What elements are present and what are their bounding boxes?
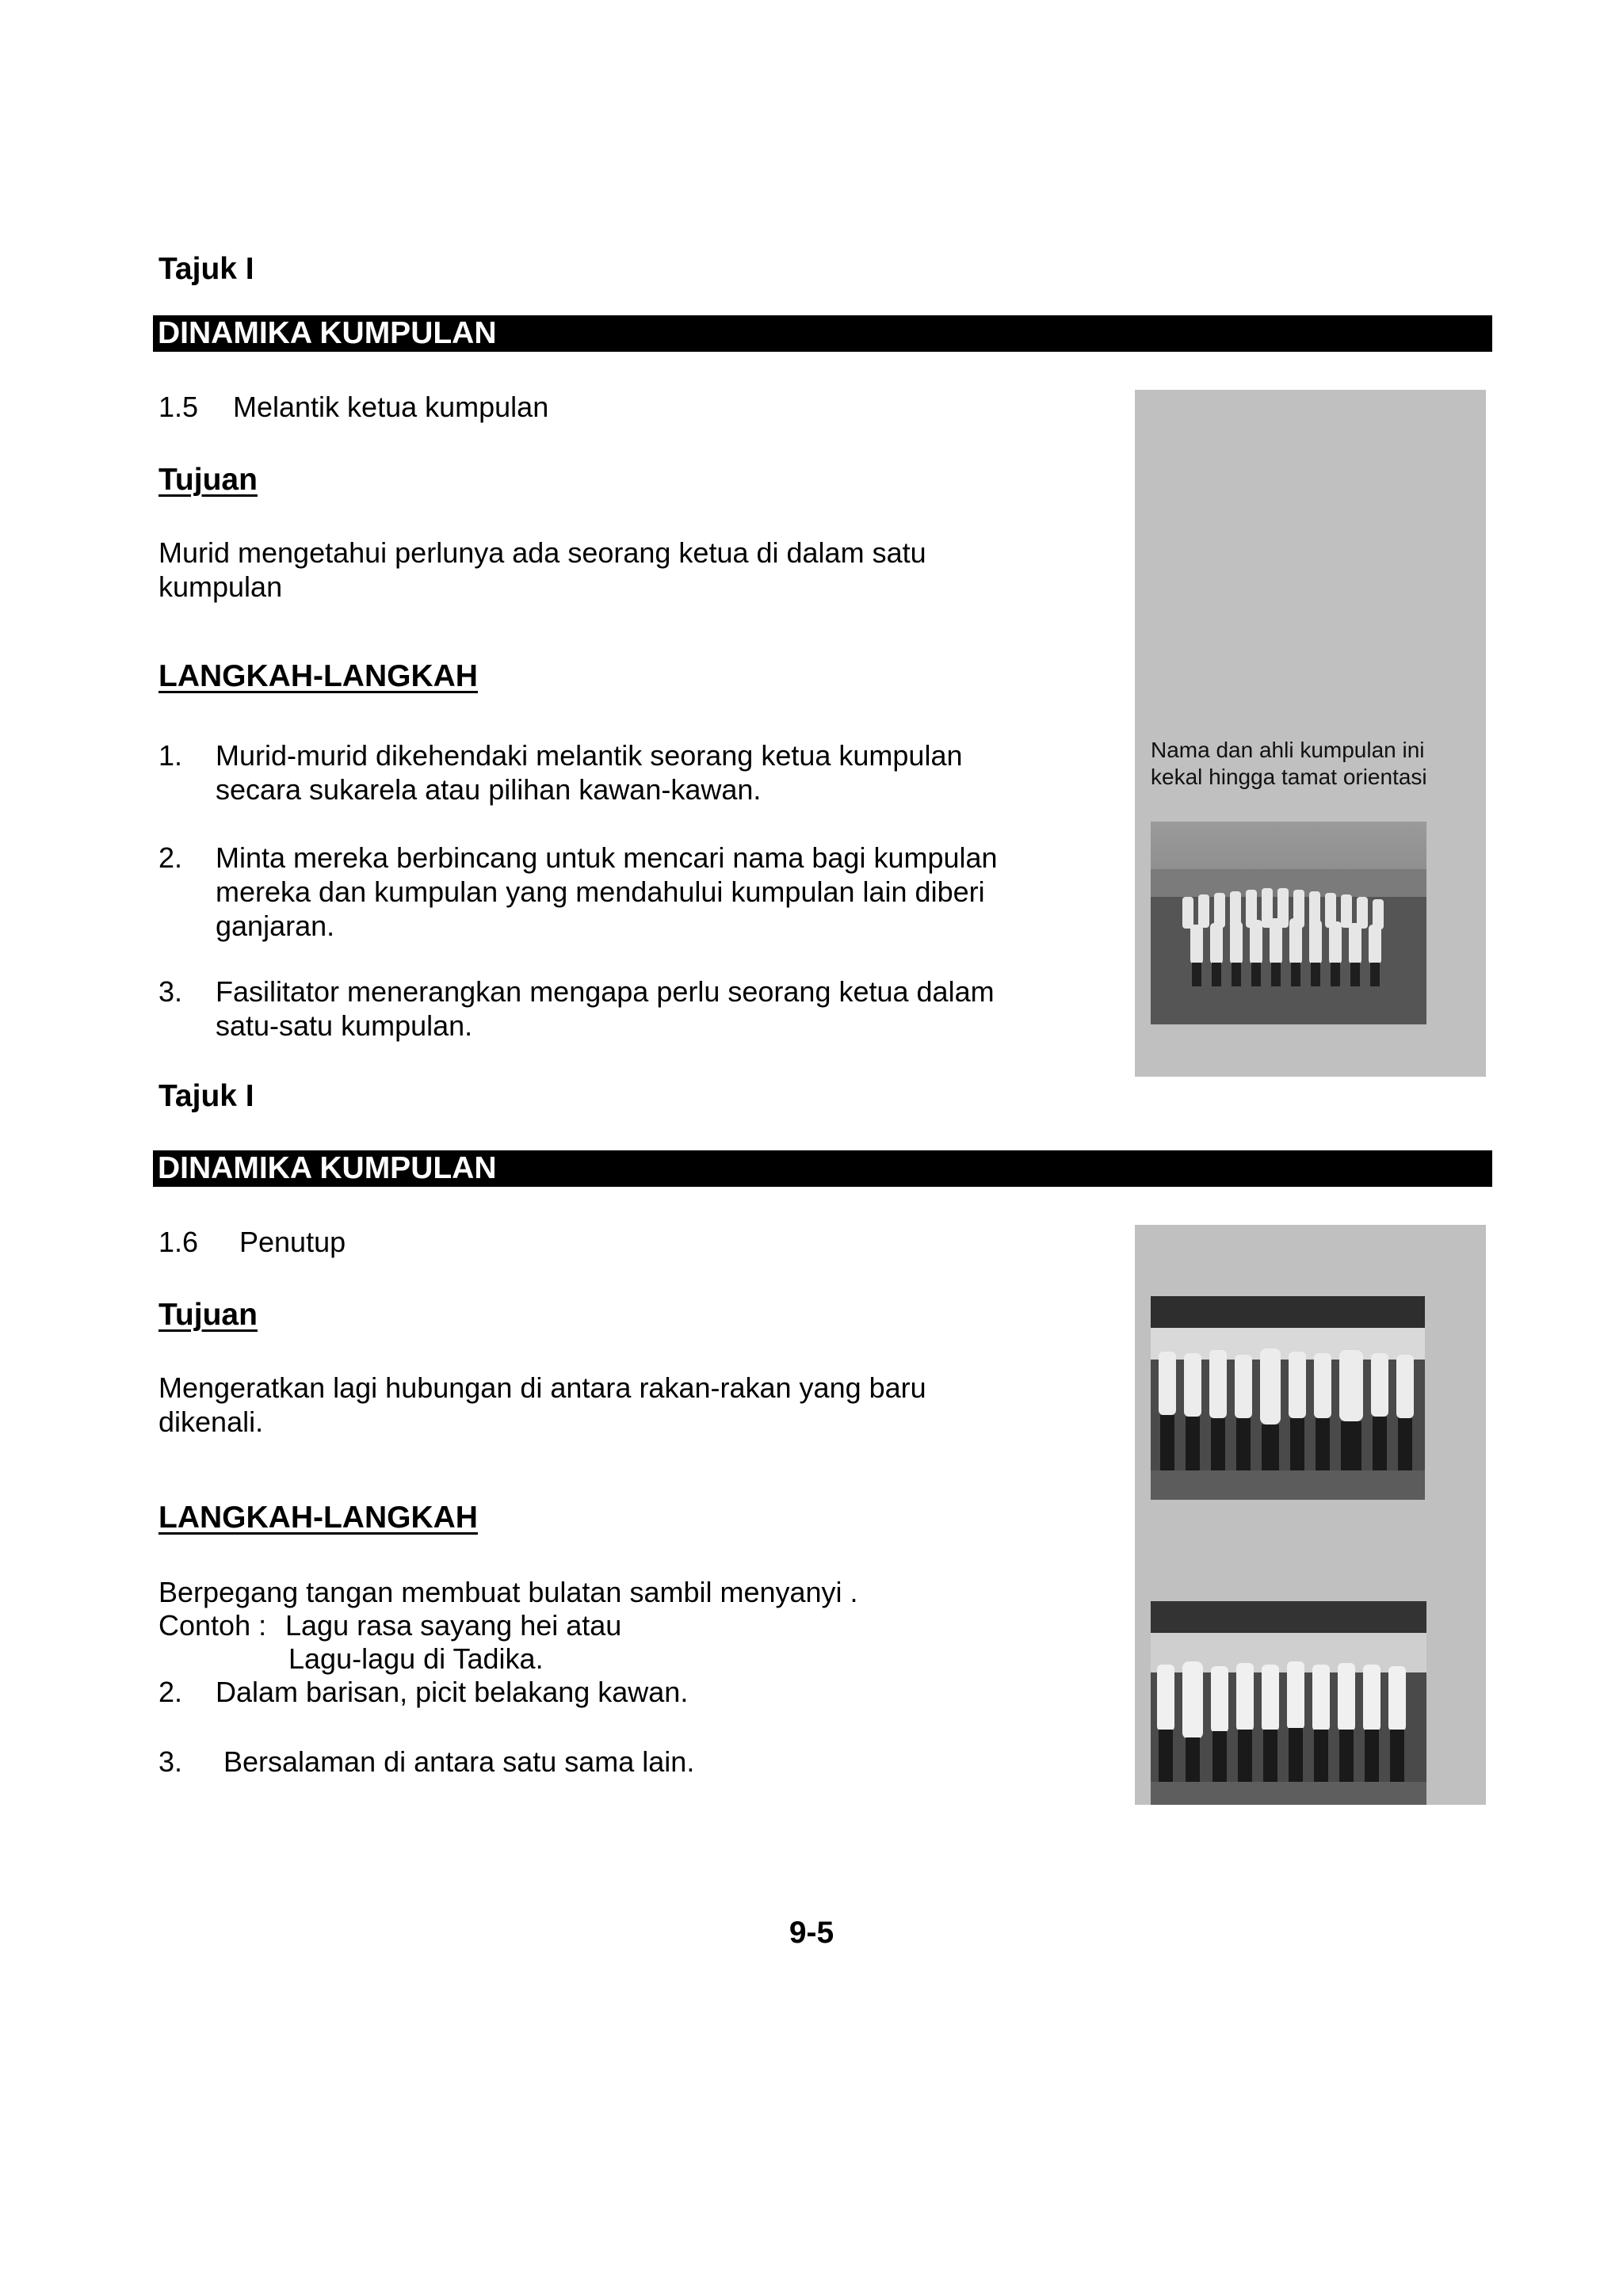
section2-tujuan-heading: Tujuan xyxy=(158,1298,258,1332)
contoh-line1: Lagu rasa sayang hei atau xyxy=(285,1609,622,1642)
step-line: Murid-murid dikehendaki melantik seorang ketua kumpulan xyxy=(216,739,963,772)
step-number: 2. xyxy=(158,1676,183,1708)
section1-tujuan-line2: kumpulan xyxy=(158,570,283,603)
section2-assembly-photo-1 xyxy=(1151,1296,1425,1500)
step-number: 3. xyxy=(158,975,183,1008)
page-number: 9-5 xyxy=(789,1916,834,1950)
step-line: Fasilitator menerangkan mengapa perlu seorang ketua dalam xyxy=(216,975,995,1008)
step-text: Bersalaman di antara satu sama lain. xyxy=(223,1745,695,1778)
section1-step-1 xyxy=(158,738,1109,810)
section2-subsection-number: 1.6 xyxy=(158,1226,199,1258)
section2-subsection-title: Penutup xyxy=(239,1226,346,1258)
section2-assembly-photo-2 xyxy=(1151,1601,1426,1805)
section2-subsection xyxy=(158,1225,346,1259)
step-number: 2. xyxy=(158,841,183,874)
section2-tajuk: Tajuk I xyxy=(158,1079,254,1113)
step-line: ganjaran. xyxy=(216,910,335,942)
step-line: secara sukarela atau pilihan kawan-kawan. xyxy=(216,773,762,806)
section1-tujuan-line1: Murid mengetahui perlunya ada seorang ketua di dalam satu xyxy=(158,536,926,569)
section2-contoh-line2: Lagu-lagu di Tadika. xyxy=(288,1642,544,1675)
section1-side-caption xyxy=(1151,737,1476,791)
step-line: satu-satu kumpulan. xyxy=(216,1009,473,1042)
section1-subsection xyxy=(158,390,548,424)
section1-group-photo xyxy=(1151,822,1426,1024)
step-line: Minta mereka berbincang untuk mencari nama bagi kumpulan xyxy=(216,841,998,874)
section2-step-2 xyxy=(158,1675,1149,1709)
contoh-label: Contoh : xyxy=(158,1609,267,1642)
step-line: mereka dan kumpulan yang mendahului kumpulan lain diberi xyxy=(216,875,985,908)
section1-tujuan-heading: Tujuan xyxy=(158,463,258,497)
step-number: 1. xyxy=(158,739,183,772)
section2-langkah-heading: LANGKAH-LANGKAH xyxy=(158,1501,478,1535)
section2-tujuan-line1: Mengeratkan lagi hubungan di antara rakan-rakan yang baru xyxy=(158,1371,926,1404)
caption-line: kekal hingga tamat orientasi xyxy=(1151,765,1427,789)
section2-step-intro: Berpegang tangan membuat bulatan sambil menyanyi . xyxy=(158,1576,858,1608)
section1-tujuan-text xyxy=(158,536,1109,604)
section2-tujuan-text xyxy=(158,1371,1109,1439)
step-text: Dalam barisan, picit belakang kawan. xyxy=(216,1676,689,1708)
step-number: 3. xyxy=(158,1745,183,1778)
section1-side-panel xyxy=(1135,390,1486,1077)
section2-tujuan-line2: dikenali. xyxy=(158,1405,264,1438)
section2-banner: DINAMIKA KUMPULAN xyxy=(153,1150,1492,1187)
section1-banner: DINAMIKA KUMPULAN xyxy=(153,315,1492,352)
section2-step-3 xyxy=(158,1745,1149,1779)
section1-langkah-heading: LANGKAH-LANGKAH xyxy=(158,659,478,693)
section1-step-2 xyxy=(158,841,1109,944)
section1-step-3 xyxy=(158,974,1109,1046)
section1-subsection-number: 1.5 xyxy=(158,391,199,423)
section2-contoh xyxy=(158,1608,1149,1642)
section2-side-panel xyxy=(1135,1225,1486,1805)
section1-subsection-title: Melantik ketua kumpulan xyxy=(233,391,549,423)
section1-tajuk: Tajuk I xyxy=(158,252,254,286)
caption-line: Nama dan ahli kumpulan ini xyxy=(1151,738,1425,762)
